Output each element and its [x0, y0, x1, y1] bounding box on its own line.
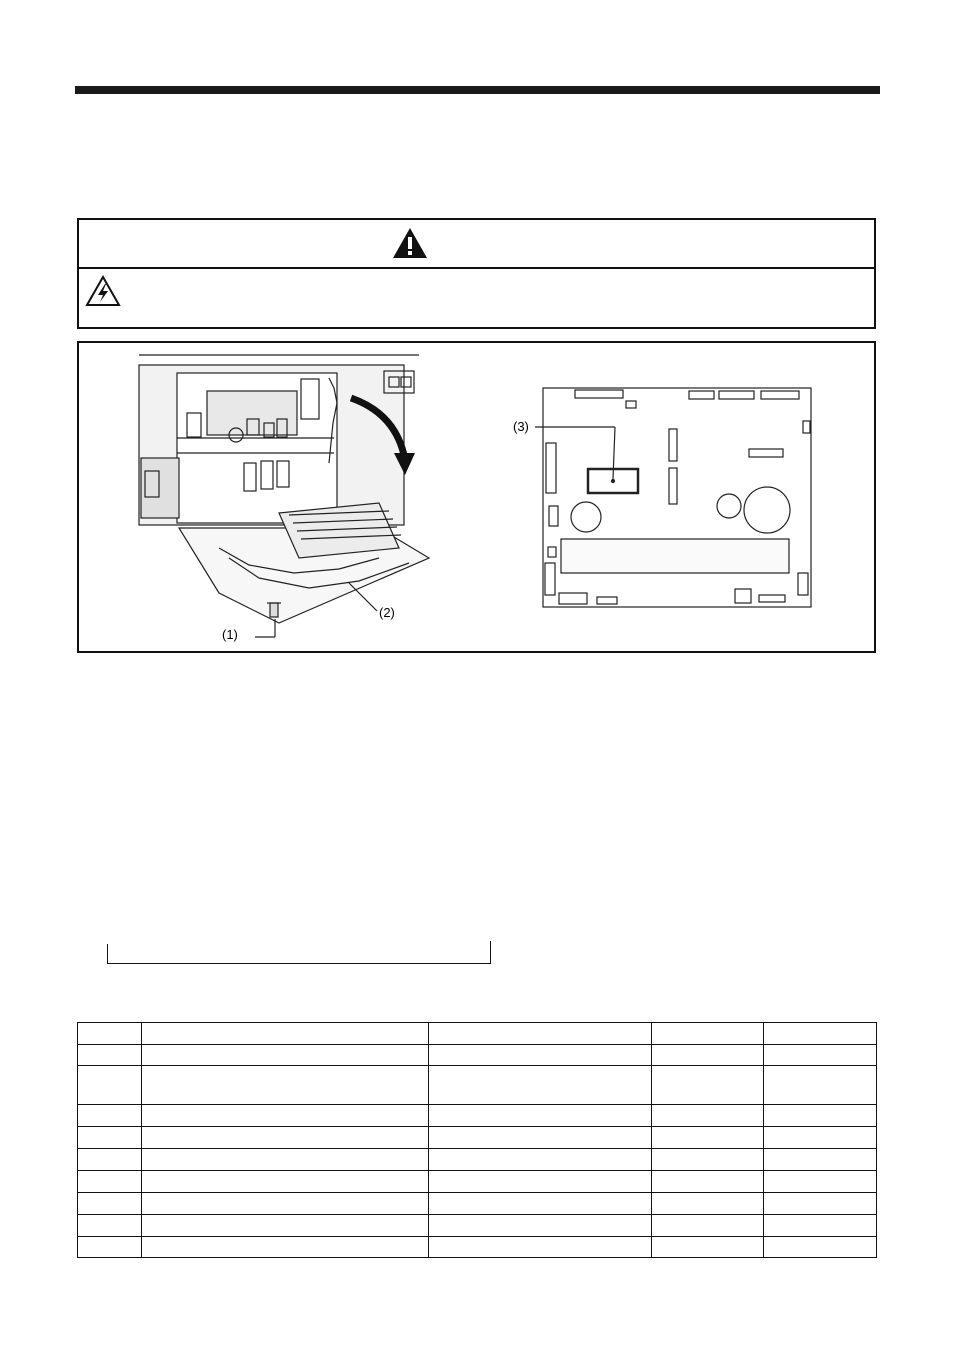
label-cover: (2) [379, 605, 395, 620]
table-cell [652, 1045, 764, 1066]
table-cell [142, 1193, 429, 1215]
table-cell [429, 1045, 652, 1066]
table-cell [429, 1215, 652, 1237]
table-cell [142, 1171, 429, 1193]
table-row [78, 1127, 877, 1149]
table-row [78, 1023, 877, 1045]
table-cell [764, 1193, 877, 1215]
table-cell [764, 1127, 877, 1149]
table-cell [429, 1149, 652, 1171]
parts-table [77, 1022, 877, 1258]
table-cell [429, 1105, 652, 1127]
table-cell [78, 1023, 142, 1045]
table-row [78, 1171, 877, 1193]
table-cell [78, 1193, 142, 1215]
table-cell [764, 1215, 877, 1237]
table-cell [142, 1215, 429, 1237]
table-cell [429, 1127, 652, 1149]
table-cell [429, 1171, 652, 1193]
table-cell [652, 1105, 764, 1127]
table-cell [429, 1237, 652, 1258]
warning-header [79, 220, 874, 269]
table-cell [429, 1066, 652, 1105]
table-cell [764, 1149, 877, 1171]
title-rule [75, 86, 880, 94]
table-cell [78, 1066, 142, 1105]
table-cell [764, 1105, 877, 1127]
table-cell [764, 1066, 877, 1105]
table-cell [142, 1045, 429, 1066]
table-cell [78, 1045, 142, 1066]
table-cell [652, 1127, 764, 1149]
table-cell [142, 1023, 429, 1045]
table-cell [652, 1023, 764, 1045]
table-cell [652, 1149, 764, 1171]
table-cell [78, 1215, 142, 1237]
table-cell [142, 1105, 429, 1127]
bracket-line [107, 944, 491, 964]
electric-shock-icon [85, 275, 121, 307]
table-cell [429, 1193, 652, 1215]
table-cell [142, 1127, 429, 1149]
table-cell [764, 1171, 877, 1193]
label-chip: (3) [513, 419, 529, 434]
table-cell [652, 1066, 764, 1105]
table-row [78, 1045, 877, 1066]
table-cell [652, 1171, 764, 1193]
table-row [78, 1193, 877, 1215]
table-cell [78, 1237, 142, 1258]
label-screw: (1) [222, 627, 238, 642]
table-cell [764, 1045, 877, 1066]
warning-body [79, 269, 874, 329]
table-cell [764, 1237, 877, 1258]
table-cell [142, 1149, 429, 1171]
table-cell [652, 1193, 764, 1215]
warning-triangle-icon [391, 226, 429, 260]
table-row [78, 1237, 877, 1258]
table-cell [142, 1237, 429, 1258]
table-cell [78, 1105, 142, 1127]
table-cell [78, 1149, 142, 1171]
figure-panel [77, 341, 876, 653]
table-row [78, 1215, 877, 1237]
table-cell [78, 1127, 142, 1149]
table-cell [652, 1237, 764, 1258]
table-cell [142, 1066, 429, 1105]
table-cell [764, 1023, 877, 1045]
table-row [78, 1105, 877, 1127]
table-cell [652, 1215, 764, 1237]
control-box-illustration [79, 343, 876, 653]
table-cell [429, 1023, 652, 1045]
table-cell [78, 1171, 142, 1193]
table-row [78, 1066, 877, 1105]
table-row [78, 1149, 877, 1171]
warning-box [77, 218, 876, 329]
